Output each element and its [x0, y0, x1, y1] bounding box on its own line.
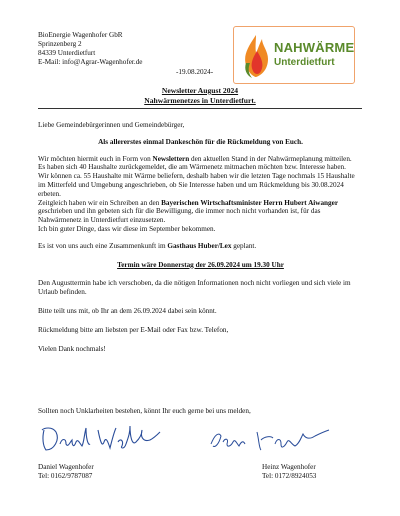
- text: Es ist von uns auch eine Zusammenkunft im: [38, 241, 168, 250]
- newsletter-subtitle: Nahwärmenetzes in Unterdietfurt.: [144, 95, 256, 105]
- sender-city: 84339 Unterdietfurt: [38, 49, 96, 57]
- paragraph-postponed: Den Augusttermin habe ich verschoben, da die nötigen Informationen noch nicht vorliegen und sich viele im Urlaub befinden.: [38, 279, 351, 297]
- sender-email: E-Mail: info@Agrar-Wagenhofer.de: [38, 58, 143, 66]
- paragraph-households: Es haben sich 40 Haushalte zurückgemeldet, die am Wärmenetz mitmachen möchten bzw. Interesse haben.: [38, 163, 346, 172]
- paragraph-newsletter: [38, 155, 363, 164]
- paragraph-feedback: Rückmeldung bitte am liebsten per E-Mail oder Fax bzw. Telefon,: [38, 325, 229, 334]
- divider: [38, 108, 362, 109]
- text: geplant.: [231, 241, 257, 250]
- thanks-line: Als allererstes einmal Dankeschön für die Rückmeldung von Euch.: [98, 137, 303, 146]
- logo-subtitle: Unterdietfurt: [274, 57, 335, 68]
- signer-left-phone: Tel: 0162/9787087: [38, 472, 93, 480]
- letter-body: [38, 121, 363, 353]
- text: Wir möchten hiermit euch in Form von: [38, 154, 153, 163]
- signer-left: [38, 463, 94, 481]
- minister-bold: Bayerischen Wirtschaftsminister Herrn Hubert Aiwanger: [161, 198, 339, 207]
- sender-address: [38, 31, 142, 67]
- signature-heinz: [205, 424, 335, 454]
- letter-date: -19.08.2024-: [176, 68, 214, 76]
- signer-right-name: Heinz Wagenhofer: [262, 463, 316, 471]
- paragraph-capacity: Wir können ca. 55 Haushalte mit Wärme beliefern, deshalb haben wir die letzten Tage nochmals 15 Haushalte im Mitterfeld und Umgebung angeschrieben, ob Sie Interesse haben und um Rückmeldung bis 30.08.2024 erbeten.: [38, 172, 355, 198]
- greeting: Liebe Gemeindebürgerinnen und Gemeindebürger,: [38, 121, 185, 129]
- text: den aktuellen Stand in der Nahwärmeplanung mitteilen.: [189, 154, 352, 163]
- closing-line: Sollten noch Unklarheiten bestehen, könnt Ihr euch gerne bei uns melden,: [38, 407, 251, 415]
- newsletter-title: Newsletter August 2024: [161, 86, 239, 95]
- signer-right-phone: Tel: 0172/8924053: [262, 472, 317, 480]
- sender-company: BioEnergie Wagenhofer GbR: [38, 31, 123, 39]
- nahwaerme-logo: [233, 26, 355, 84]
- logo-title: NAHWÄRME: [274, 40, 355, 55]
- signer-right: [262, 463, 316, 481]
- venue-bold: Gasthaus Huber/Lex: [167, 241, 232, 250]
- signature-daniel: [38, 420, 168, 456]
- newsletter-bold: Newslettern: [152, 154, 190, 163]
- paragraph-minister: [38, 199, 363, 225]
- text: geschrieben und ihn gebeten sich für die Bewilligung, die immer noch nicht vorhanden ist, für das Nahwärmenetz in Unterdietfurt einzusetzen.: [38, 207, 321, 225]
- sender-street: Sprinzenberg 2: [38, 40, 82, 48]
- newsletter-heading: [0, 86, 400, 105]
- paragraph-attendance: Bitte teilt uns mit, ob Ihr an dem 26.09.2024 dabei sein könnt.: [38, 306, 217, 315]
- paragraph-meeting: [38, 242, 363, 251]
- paragraph-optimism: Ich bin guter Dinge, dass wir diese im September bekommen.: [38, 224, 216, 233]
- paragraph-thanks: Vielen Dank nochmals!: [38, 344, 106, 353]
- flame-icon: [240, 33, 272, 79]
- appointment-line: Termin wäre Donnerstag der 26.09.2024 um 19.30 Uhr: [117, 260, 284, 269]
- text: Zeitgleich haben wir ein Schreiben an den: [38, 198, 162, 207]
- signer-left-name: Daniel Wagenhofer: [38, 463, 94, 471]
